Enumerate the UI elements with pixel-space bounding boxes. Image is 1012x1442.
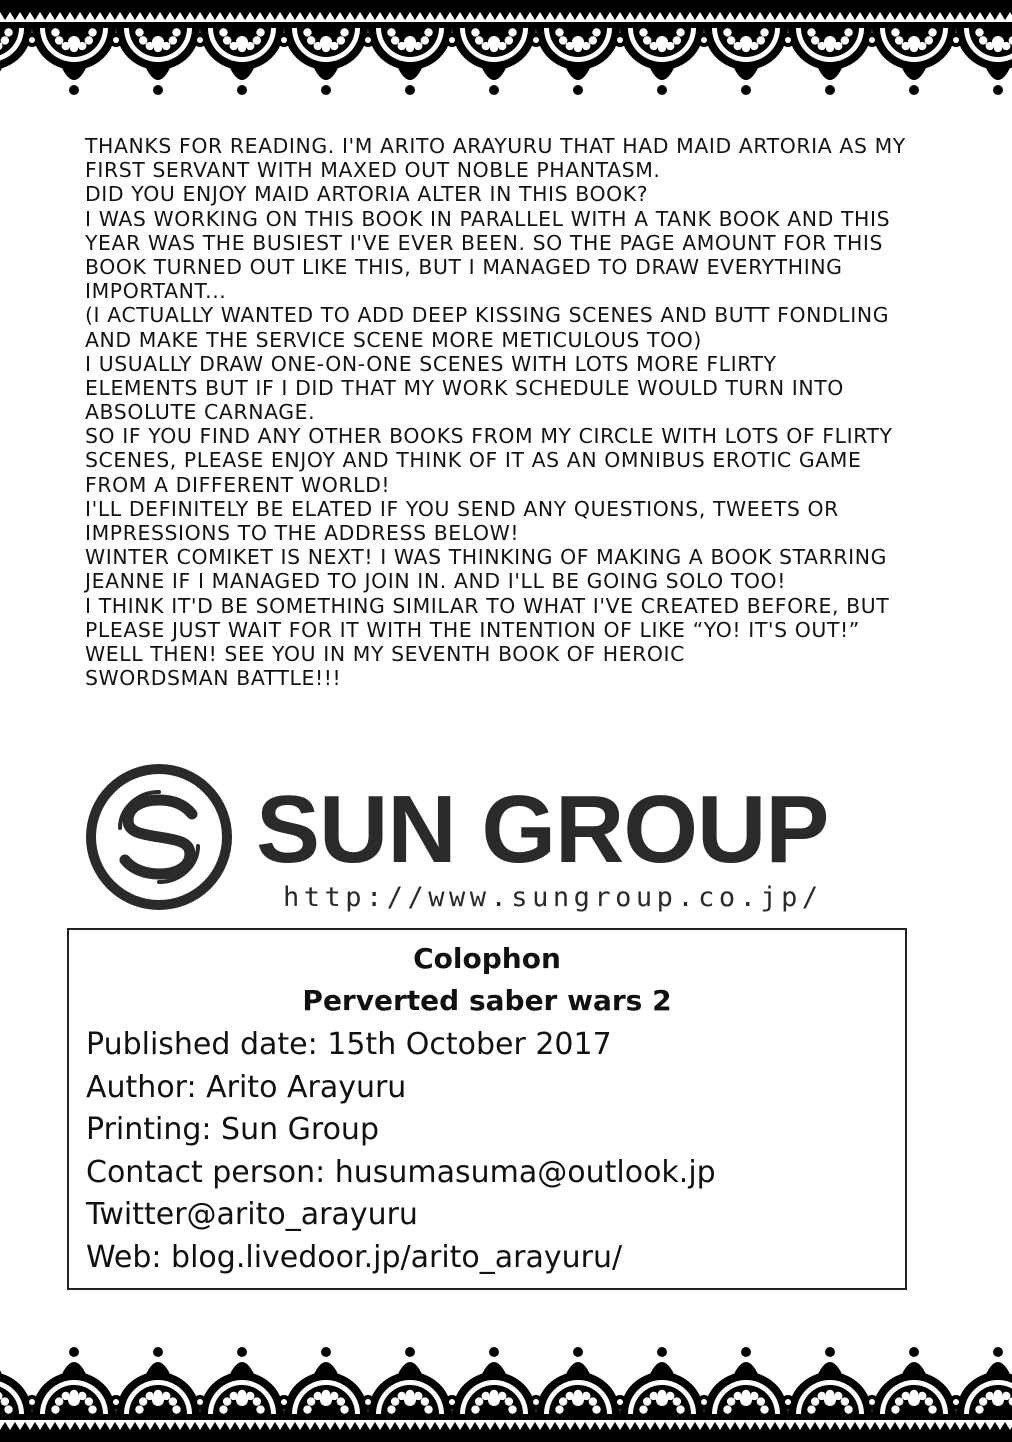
lace-scallop	[368, 28, 452, 95]
colophon-box	[67, 928, 907, 1290]
lace-scallop	[620, 28, 704, 95]
colophon-details	[86, 1024, 716, 1279]
lace-scallop	[956, 1347, 1012, 1414]
sun-group-logo	[80, 762, 880, 922]
lace-scallop	[536, 28, 620, 95]
lace-scallop	[536, 1347, 620, 1414]
book-title: Perverted saber wars 2	[302, 984, 672, 1017]
afterword-line: IMPORTANT...	[85, 279, 227, 304]
afterword-line: SWORDSMAN BATTLE!!!	[85, 666, 342, 691]
lace-scallop	[116, 28, 200, 95]
lace-scallop	[284, 1347, 368, 1414]
afterword-line: FROM A DIFFERENT WORLD!	[85, 472, 391, 497]
afterword-line: DID YOU ENJOY MAID ARTORIA ALTER IN THIS BOOK?	[85, 182, 649, 207]
lace-scallop	[704, 1347, 788, 1414]
lace-scallop	[200, 28, 284, 95]
lace-pattern-bottom	[0, 1312, 1012, 1442]
afterword-line: AND MAKE THE SERVICE SCENE MORE METICULOUS TOO)	[85, 327, 702, 352]
lace-pattern-top	[0, 0, 1012, 130]
lace-scallop	[116, 1347, 200, 1414]
afterword-line: YEAR WAS THE BUSIEST I'VE EVER BEEN. SO THE PAGE AMOUNT FOR THIS	[85, 230, 884, 255]
sun-group-url: http://www.sungroup.co.jp/	[283, 882, 823, 913]
afterword-line: WINTER COMIKET IS NEXT! I WAS THINKING OF MAKING A BOOK STARRING	[85, 545, 887, 570]
afterword-line: I'LL DEFINITELY BE ELATED IF YOU SEND ANY QUESTIONS, TWEETS OR	[85, 496, 839, 521]
afterword-line: ABSOLUTE CARNAGE.	[85, 400, 316, 425]
lace-scallop	[452, 28, 536, 95]
contact-person: Contact person: husumasuma@outlook.jp	[86, 1154, 716, 1190]
afterword-line: I WAS WORKING ON THIS BOOK IN PARALLEL WITH A TANK BOOK AND THIS	[85, 206, 891, 231]
printing: Printing: Sun Group	[86, 1112, 379, 1147]
lace-scallop	[788, 1347, 872, 1414]
author: Author: Arito Arayuru	[86, 1069, 407, 1105]
afterword-line: BOOK TURNED OUT LIKE THIS, BUT I MANAGED TO DRAW EVERYTHING	[85, 254, 843, 279]
lace-scallop	[956, 28, 1012, 95]
afterword-line: PLEASE JUST WAIT FOR IT WITH THE INTENTION OF LIKE “YO! IT'S OUT!”	[85, 617, 860, 642]
lace-border-top	[0, 0, 1012, 130]
lace-scallop	[452, 1347, 536, 1414]
lace-scallop	[788, 28, 872, 95]
lace-scallop	[200, 1347, 284, 1414]
afterword-line: SO IF YOU FIND ANY OTHER BOOKS FROM MY CIRCLE WITH LOTS OF FLIRTY	[85, 424, 893, 449]
afterword-line: (I ACTUALLY WANTED TO ADD DEEP KISSING SCENES AND BUTT FONDLING	[85, 303, 890, 328]
lace-scallop	[704, 28, 788, 95]
lace-scallop	[32, 28, 116, 95]
afterword-text	[85, 134, 985, 690]
web-address: Web: blog.livedoor.jp/arito_arayuru/	[86, 1239, 623, 1275]
afterword-line: THANKS FOR READING. I'M ARITO ARAYURU THAT HAD MAID ARTORIA AS MY	[85, 134, 906, 158]
afterword-line: I USUALLY DRAW ONE-ON-ONE SCENES WITH LOTS MORE FLIRTY	[85, 351, 777, 376]
lace-scallop	[620, 1347, 704, 1414]
colophon-heading: Colophon	[413, 942, 561, 975]
published-date: Published date: 15th October 2017	[86, 1027, 612, 1062]
afterword-line: IMPRESSIONS TO THE ADDRESS BELOW!	[85, 521, 520, 545]
sun-group-logo-icon	[80, 762, 238, 912]
afterword-line: WELL THEN! SEE YOU IN MY SEVENTH BOOK OF HEROIC	[85, 641, 686, 666]
lace-scallop	[368, 1347, 452, 1414]
lace-scallop	[284, 28, 368, 95]
afterword-line: FIRST SERVANT WITH MAXED OUT NOBLE PHANTASM.	[85, 158, 661, 183]
afterword-line: I THINK IT'D BE SOMETHING SIMILAR TO WHAT I'VE CREATED BEFORE, BUT	[85, 593, 890, 618]
lace-border-bottom	[0, 1312, 1012, 1442]
afterword-line: SCENES, PLEASE ENJOY AND THINK OF IT AS AN OMNIBUS EROTIC GAME	[85, 448, 862, 473]
sun-group-logo-name: SUN GROUP	[256, 776, 829, 883]
afterword-line: JEANNE IF I MANAGED TO JOIN IN. AND I'LL BE GOING SOLO TOO!	[85, 569, 786, 594]
afterword-line: ELEMENTS BUT IF I DID THAT MY WORK SCHEDULE WOULD TURN INTO	[85, 375, 844, 400]
lace-scallop	[872, 1347, 956, 1414]
lace-scallop	[32, 1347, 116, 1414]
lace-scallop	[872, 28, 956, 95]
twitter-handle: Twitter@arito_arayuru	[86, 1197, 418, 1232]
